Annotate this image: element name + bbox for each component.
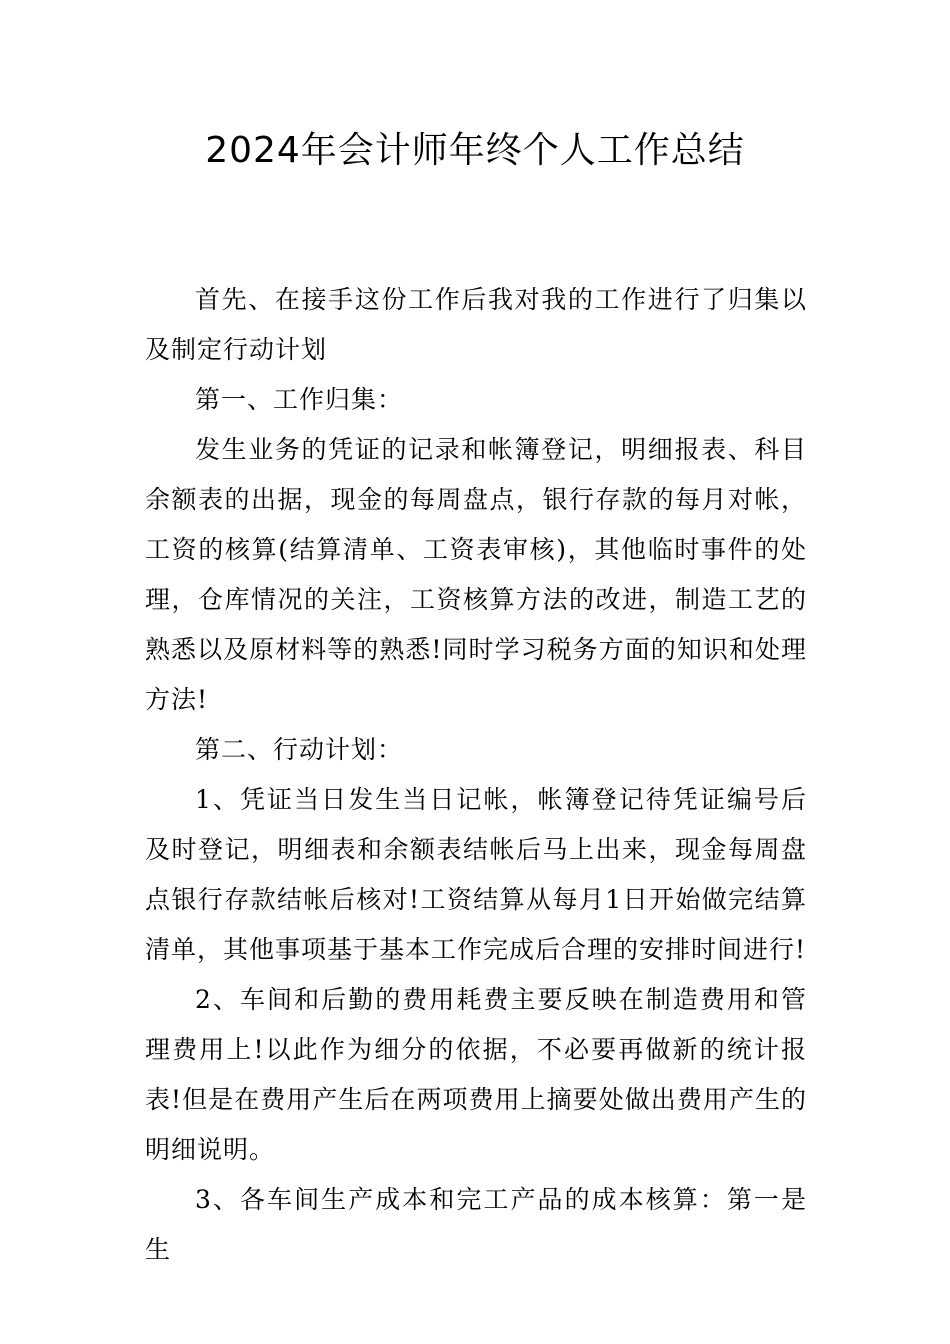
paragraph-plan-item-2: 2、车间和后勤的费用耗费主要反映在制造费用和管理费用上!以此作为细分的依据，不必要再做新的统计报表!但是在费用产生后在两项费用上摘要处做出费用产生的明细说明。 xyxy=(145,985,807,1164)
document-title: 2024年会计师年终个人工作总结 xyxy=(205,130,745,171)
paragraph-heading-work-collection: 第一、工作归集： xyxy=(195,385,404,414)
paragraph-work-collection: 发生业务的凭证的记录和帐簿登记，明细报表、科目余额表的出据，现金的每周盘点，银行存款的每月对帐，工资的核算(结算清单、工资表审核)，其他临时事件的处理，仓库情况的关注，工资核算方法的改进，制造工艺的熟悉以及原材料等的熟悉!同时学习税务方面的知识和处理方法! xyxy=(145,435,807,714)
paragraph-intro: 首先、在接手这份工作后我对我的工作进行了归集以及制定行动计划 xyxy=(145,285,807,364)
document-body xyxy=(145,275,807,1275)
paragraph-plan-item-3: 3、各车间生产成本和完工产品的成本核算：第一是生 xyxy=(145,1185,807,1264)
paragraph-heading-action-plan: 第二、行动计划： xyxy=(195,735,404,764)
paragraph-plan-item-1: 1、凭证当日发生当日记帐，帐簿登记待凭证编号后及时登记，明细表和余额表结帐后马上出来，现金每周盘点银行存款结帐后核对!工资结算从每月1日开始做完结算清单，其他事项基于基本工作完成后合理的安排时间进行! xyxy=(145,785,807,964)
